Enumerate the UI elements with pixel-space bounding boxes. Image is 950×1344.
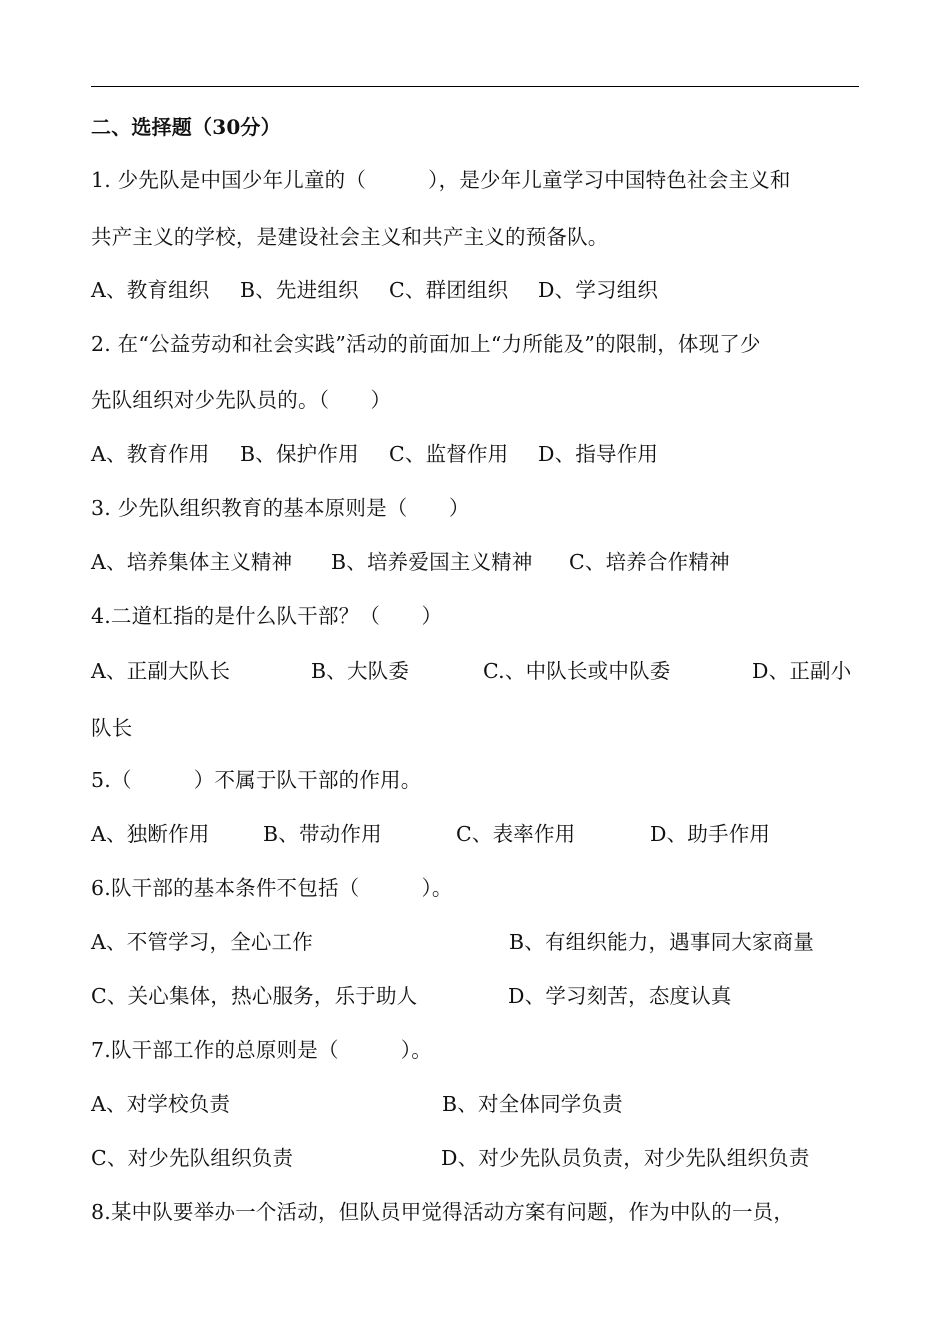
- option-d: D、指导作用: [538, 442, 659, 466]
- option-a: A、对学校负责: [91, 1092, 231, 1116]
- option-a: A、独断作用: [91, 822, 210, 846]
- option-a: A、培养集体主义精神: [91, 550, 293, 574]
- option-c: C、表率作用: [456, 822, 576, 846]
- option-c: C、关心集体，热心服务，乐于助人: [91, 984, 418, 1008]
- question-5-options: [91, 819, 859, 849]
- header-rule: [91, 86, 859, 87]
- option-d: D、正副小: [752, 659, 852, 683]
- question-2-options: [91, 439, 859, 469]
- option-a: A、教育组织: [91, 278, 210, 302]
- question-4-options: [91, 656, 859, 686]
- question-3-line-1: 3. 少先队组织教育的基本原则是（ ）: [91, 496, 470, 520]
- question-4-options-continuation: 队长: [91, 716, 133, 740]
- option-c: C、对少先队组织负责: [91, 1146, 294, 1170]
- option-a: A、不管学习，全心工作: [91, 930, 314, 954]
- option-d: D、学习刻苦，态度认真: [508, 984, 732, 1008]
- question-1-line-1: 1. 少先队是中国少年儿童的（ ），是少年儿童学习中国特色社会主义和: [91, 168, 791, 192]
- question-1-options: [91, 275, 859, 305]
- option-d: D、助手作用: [650, 822, 771, 846]
- question-7-options-row-2: [91, 1143, 859, 1173]
- question-7-line-1: 7.队干部工作的总原则是（ ）。: [91, 1038, 432, 1062]
- option-b: B、有组织能力，遇事同大家商量: [509, 930, 815, 954]
- option-c: C、培养合作精神: [569, 550, 730, 574]
- question-7-options-row-1: [91, 1089, 859, 1119]
- section-title: 二、选择题（30分）: [91, 115, 281, 139]
- option-b: B、对全体同学负责: [442, 1092, 623, 1116]
- option-c: C、群团组织: [389, 278, 509, 302]
- option-b: B、培养爱国主义精神: [331, 550, 533, 574]
- option-b: B、大队委: [311, 659, 410, 683]
- option-c: C、监督作用: [389, 442, 509, 466]
- option-d: D、对少先队员负责，对少先队组织负责: [441, 1146, 810, 1170]
- question-3-options: [91, 547, 859, 577]
- question-1-line-2: 共产主义的学校，是建设社会主义和共产主义的预备队。: [91, 225, 609, 249]
- question-4-line-1: 4.二道杠指的是什么队干部？（ ）: [91, 604, 443, 628]
- option-d: D、学习组织: [538, 278, 659, 302]
- option-b: B、带动作用: [263, 822, 382, 846]
- question-6-options-row-2: [91, 981, 859, 1011]
- option-b: B、保护作用: [240, 442, 359, 466]
- question-6-line-1: 6.队干部的基本条件不包括（ ）。: [91, 876, 453, 900]
- option-a: A、教育作用: [91, 442, 210, 466]
- option-c: C.、中队长或中队委: [483, 659, 671, 683]
- question-5-line-1: 5.（ ）不属于队干部的作用。: [91, 768, 422, 792]
- question-2-line-1: 2. 在“公益劳动和社会实践”活动的前面加上“力所能及”的限制，体现了少: [91, 332, 761, 356]
- option-b: B、先进组织: [240, 278, 359, 302]
- question-6-options-row-1: [91, 927, 859, 957]
- option-a: A、正副大队长: [91, 659, 231, 683]
- question-2-line-2: 先队组织对少先队员的。（ ）: [91, 388, 392, 412]
- question-8-line-1: 8.某中队要举办一个活动，但队员甲觉得活动方案有问题，作为中队的一员，: [91, 1200, 795, 1224]
